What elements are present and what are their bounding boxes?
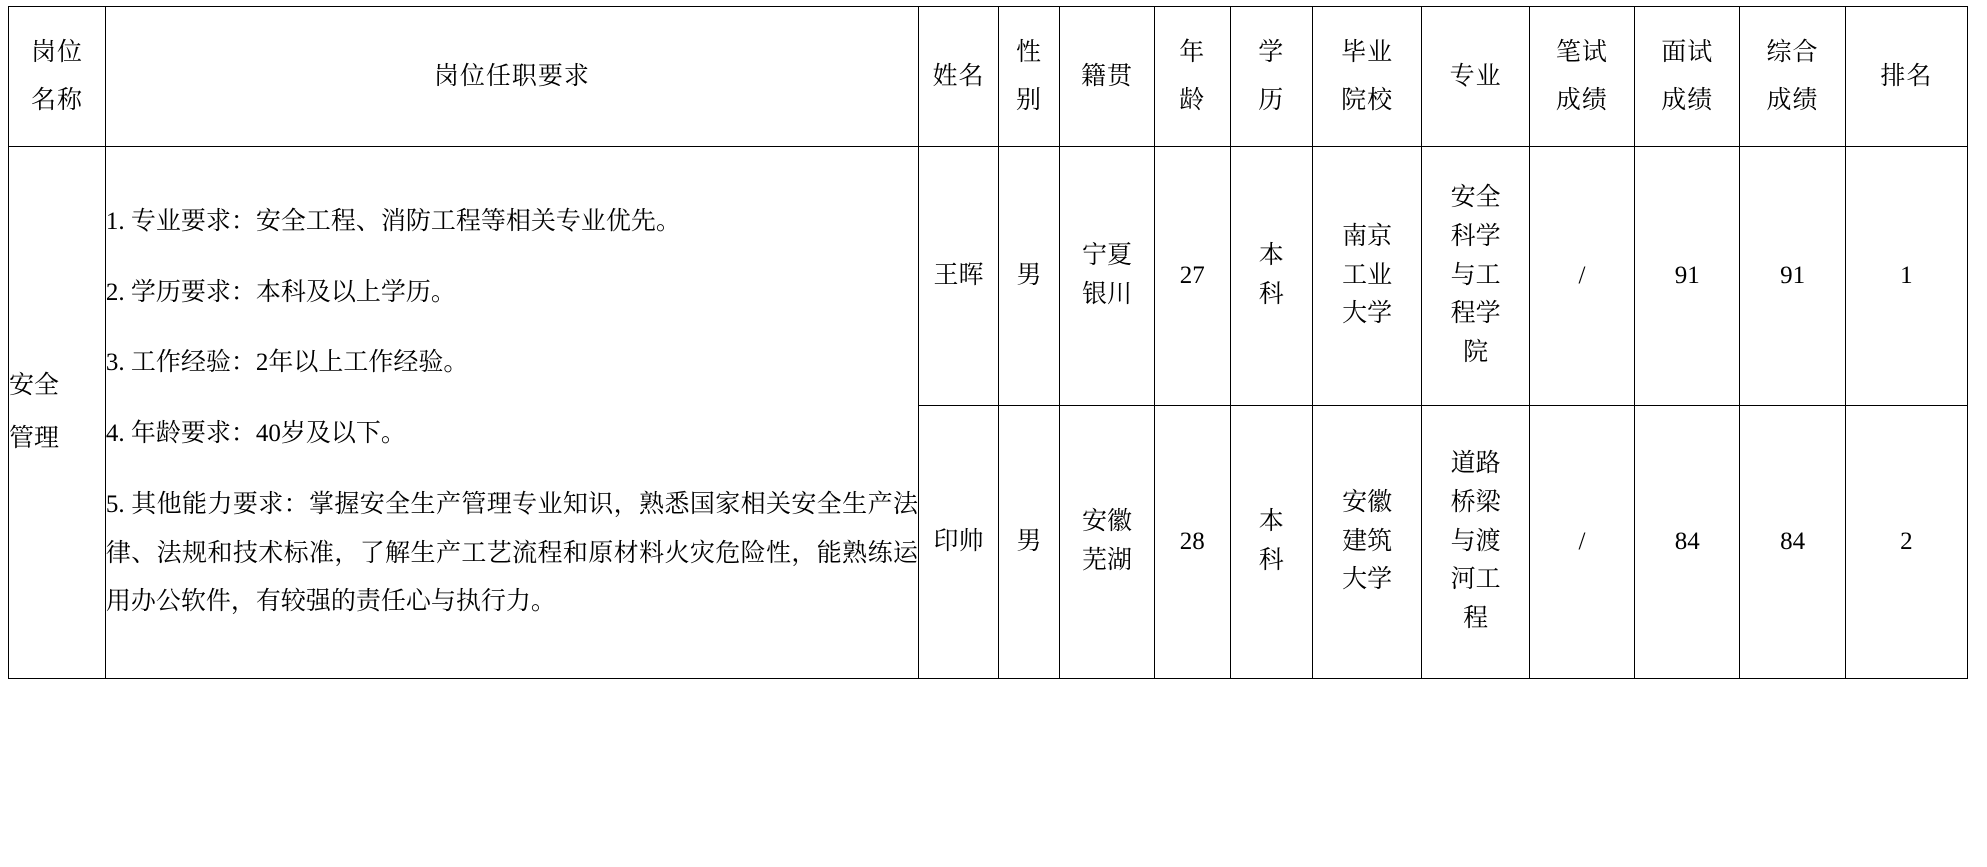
header-age-line1: 年 [1179, 39, 1206, 66]
header-gender [999, 7, 1060, 147]
cell-candidate-name: 王晖 [918, 147, 998, 406]
recruitment-result-table [8, 6, 1968, 679]
header-education [1230, 7, 1312, 147]
cell-interview-score: 91 [1635, 147, 1740, 406]
cell-post-name [9, 147, 106, 679]
cell-rank: 1 [1845, 147, 1967, 406]
header-total-score-line2: 成绩 [1766, 86, 1819, 114]
cell-candidate-school: 南京 工业 大学 [1312, 147, 1422, 406]
header-total-score-line1: 综合 [1766, 39, 1819, 66]
post-name-line2: 管理 [9, 424, 60, 452]
header-gender-line2: 别 [1016, 86, 1043, 114]
header-written-score-line2: 成绩 [1555, 86, 1608, 114]
header-post-name-line1: 岗位 [30, 39, 83, 66]
cell-candidate-name: 印帅 [918, 406, 998, 679]
header-rank: 排名 [1845, 7, 1967, 147]
cell-candidate-education: 本 科 [1230, 406, 1312, 679]
header-education-line2: 历 [1258, 86, 1285, 114]
cell-candidate-gender: 男 [999, 406, 1060, 679]
header-education-line1: 学 [1258, 39, 1285, 66]
header-school [1312, 7, 1422, 147]
header-age-line2: 龄 [1179, 86, 1206, 114]
header-name: 姓名 [918, 7, 998, 147]
requirement-item-5: 5. 其他能力要求：掌握安全生产管理专业知识，熟悉国家相关安全生产法律、法规和技术标准，了解生产工艺流程和原材料火灾危险性，能熟练运用办公软件，有较强的责任心与执行力。 [105, 490, 918, 616]
cell-rank: 2 [1845, 406, 1967, 679]
header-post-name-line2: 名称 [30, 86, 83, 114]
document-page [0, 6, 1987, 867]
table-header-row [9, 7, 1968, 147]
header-requirements: 岗位任职要求 [105, 7, 918, 147]
cell-candidate-education: 本 科 [1230, 147, 1312, 406]
cell-candidate-age: 28 [1154, 406, 1230, 679]
header-interview-score-line2: 成绩 [1661, 86, 1714, 114]
cell-candidate-school: 安徽 建筑 大学 [1312, 406, 1422, 679]
header-school-line1: 毕业 [1341, 39, 1394, 66]
cell-candidate-origin: 安徽 芜湖 [1060, 406, 1155, 679]
header-age [1154, 7, 1230, 147]
requirement-item-4: 4. 年龄要求：40岁及以下。 [105, 420, 406, 448]
cell-candidate-age: 27 [1154, 147, 1230, 406]
cell-candidate-origin: 宁夏 银川 [1060, 147, 1155, 406]
header-school-line2: 院校 [1341, 86, 1394, 114]
cell-requirements [105, 147, 918, 679]
cell-total-score: 91 [1740, 147, 1845, 406]
cell-candidate-major: 安全 科学 与工 程学 院 [1422, 147, 1529, 406]
header-post-name [9, 7, 106, 147]
header-total-score [1740, 7, 1845, 147]
requirement-item-2: 2. 学历要求：本科及以上学历。 [105, 278, 456, 306]
cell-candidate-gender: 男 [999, 147, 1060, 406]
cell-written-score: / [1529, 406, 1634, 679]
requirement-item-1: 1. 专业要求：安全工程、消防工程等相关专业优先。 [105, 207, 681, 235]
header-gender-line1: 性 [1016, 39, 1043, 66]
cell-total-score: 84 [1740, 406, 1845, 679]
header-major: 专业 [1422, 7, 1529, 147]
cell-interview-score: 84 [1635, 406, 1740, 679]
cell-written-score: / [1529, 147, 1634, 406]
header-written-score-line1: 笔试 [1555, 39, 1608, 66]
header-written-score [1529, 7, 1634, 147]
requirement-item-3: 3. 工作经验：2年以上工作经验。 [105, 349, 469, 377]
header-interview-score-line1: 面试 [1661, 39, 1714, 66]
post-name-line1: 安全 [9, 372, 60, 399]
header-interview-score [1635, 7, 1740, 147]
header-origin: 籍贯 [1060, 7, 1155, 147]
table-row [9, 147, 1968, 406]
cell-candidate-major: 道路 桥梁 与渡 河工 程 [1422, 406, 1529, 679]
